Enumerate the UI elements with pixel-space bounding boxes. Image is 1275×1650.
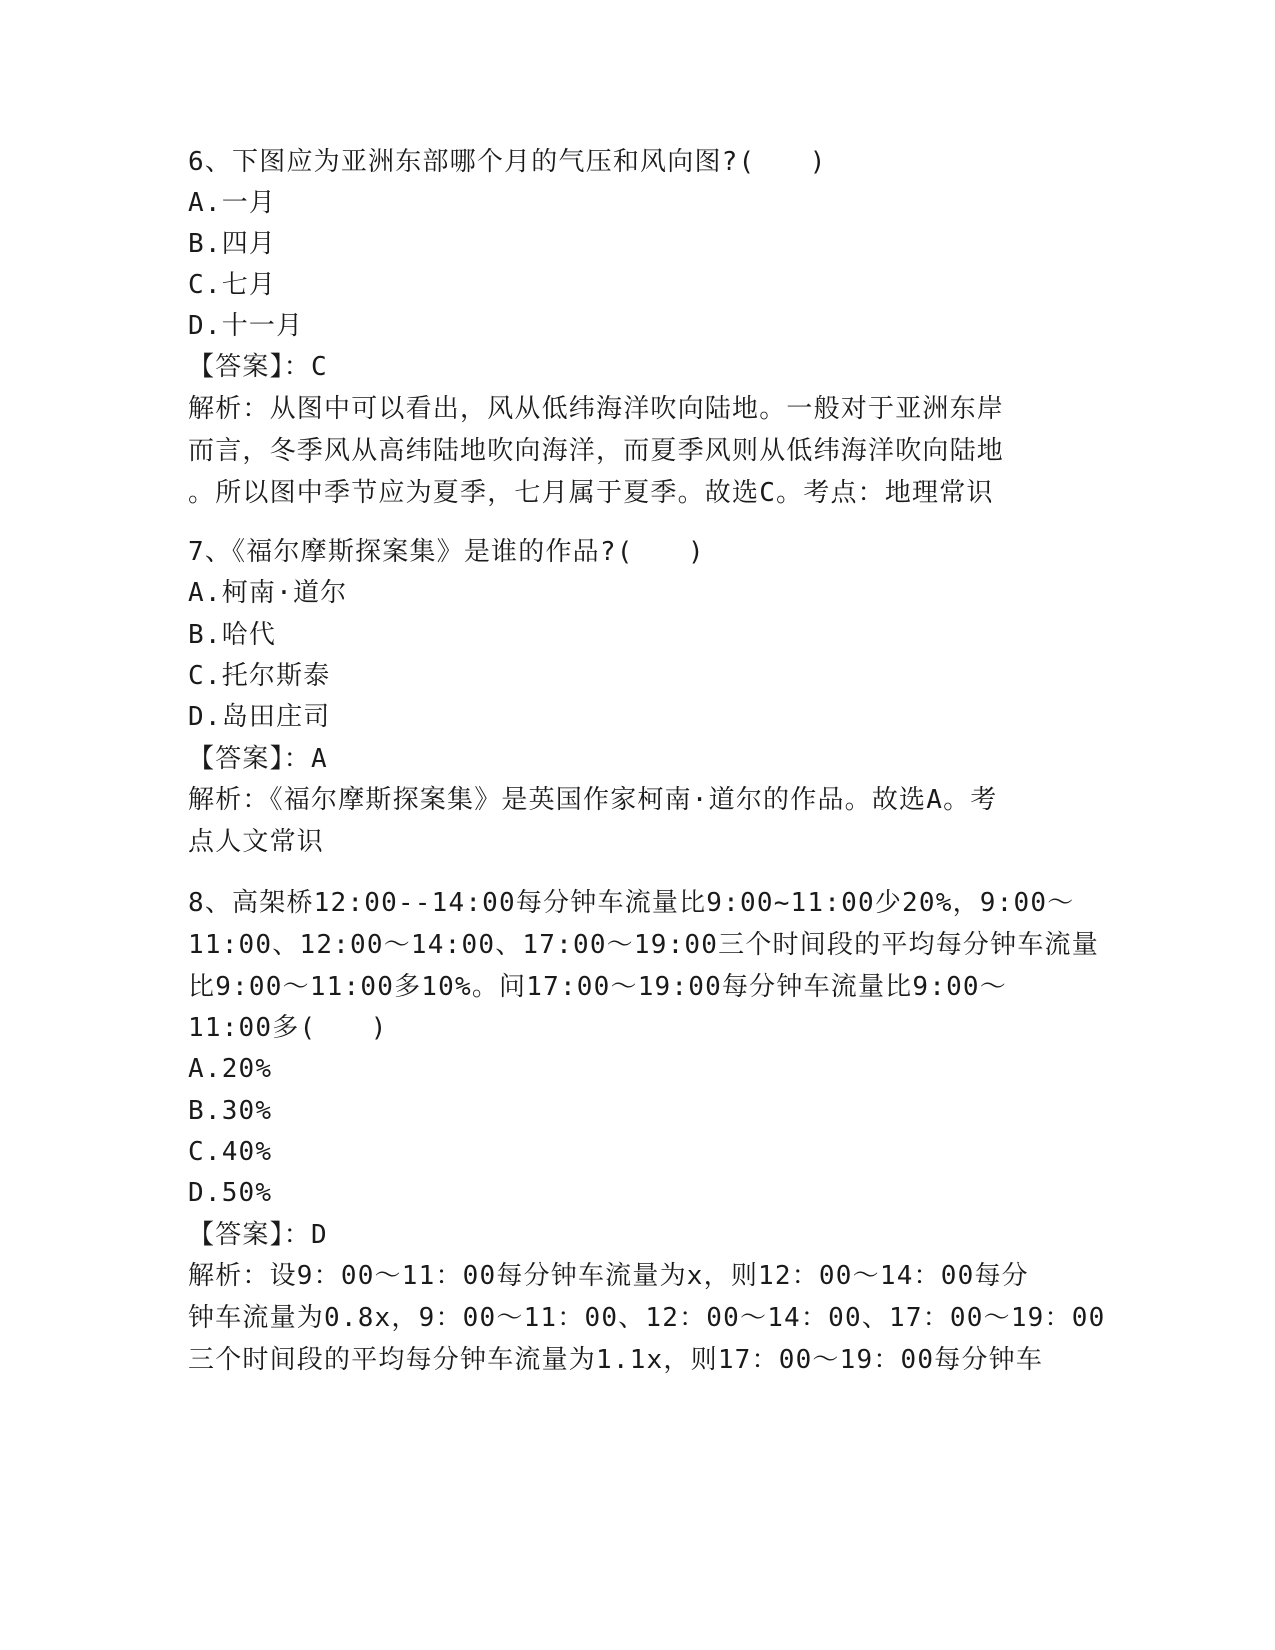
option-d: D.十一月 [188, 311, 304, 341]
option-b: B.四月 [188, 229, 277, 259]
analysis-line: 解析：设9：00～11：00每分钟车流量为x，则12：00～14：00每分 [188, 1261, 1029, 1291]
question-stem: 8、高架桥12:00--14:00每分钟车流量比9:00~11:00少20%，9:00～ [188, 888, 1075, 918]
question-stem: 6、下图应为亚洲东部哪个月的气压和风向图?( ) [188, 147, 827, 177]
question-stem: 比9:00～11:00多10%。问17:00～19:00每分钟车流量比9:00～ [188, 972, 1007, 1002]
answer: 【答案】：A [188, 744, 328, 774]
option-b: B.30% [188, 1096, 273, 1126]
option-a: A.一月 [188, 188, 277, 218]
answer: 【答案】：C [188, 352, 328, 382]
option-b: B.哈代 [188, 620, 277, 650]
answer: 【答案】：D [188, 1220, 328, 1250]
option-a: A.20% [188, 1054, 273, 1084]
analysis-line: 。所以图中季节应为夏季，七月属于夏季。故选C。考点：地理常识 [188, 478, 994, 508]
analysis-line: 解析：从图中可以看出，风从低纬海洋吹向陆地。一般对于亚洲东岸 [188, 394, 1005, 424]
option-d: D.50% [188, 1178, 273, 1208]
analysis-line: 而言，冬季风从高纬陆地吹向海洋，而夏季风则从低纬海洋吹向陆地 [188, 436, 1005, 466]
option-c: C.40% [188, 1137, 273, 1167]
analysis-line: 钟车流量为0.8x，9：00～11：00、12：00～14：00、17：00～19：00 [188, 1303, 1106, 1333]
question-stem: 11:00多( ) [188, 1013, 388, 1043]
option-d: D.岛田庄司 [188, 702, 331, 732]
question-stem: 11:00、12:00～14:00、17:00～19:00三个时间段的平均每分钟车流量 [188, 930, 1099, 960]
analysis-line: 点人文常识 [188, 827, 325, 857]
analysis-line: 解析：《福尔摩斯探案集》是英国作家柯南·道尔的作品。故选A。考 [188, 785, 998, 815]
analysis-line: 三个时间段的平均每分钟车流量为1.1x，则17：00～19：00每分钟车 [188, 1345, 1044, 1375]
option-c: C.托尔斯泰 [188, 661, 331, 691]
option-a: A.柯南·道尔 [188, 578, 348, 608]
question-stem: 7、《福尔摩斯探案集》是谁的作品?( ) [188, 537, 705, 567]
option-c: C.七月 [188, 270, 277, 300]
